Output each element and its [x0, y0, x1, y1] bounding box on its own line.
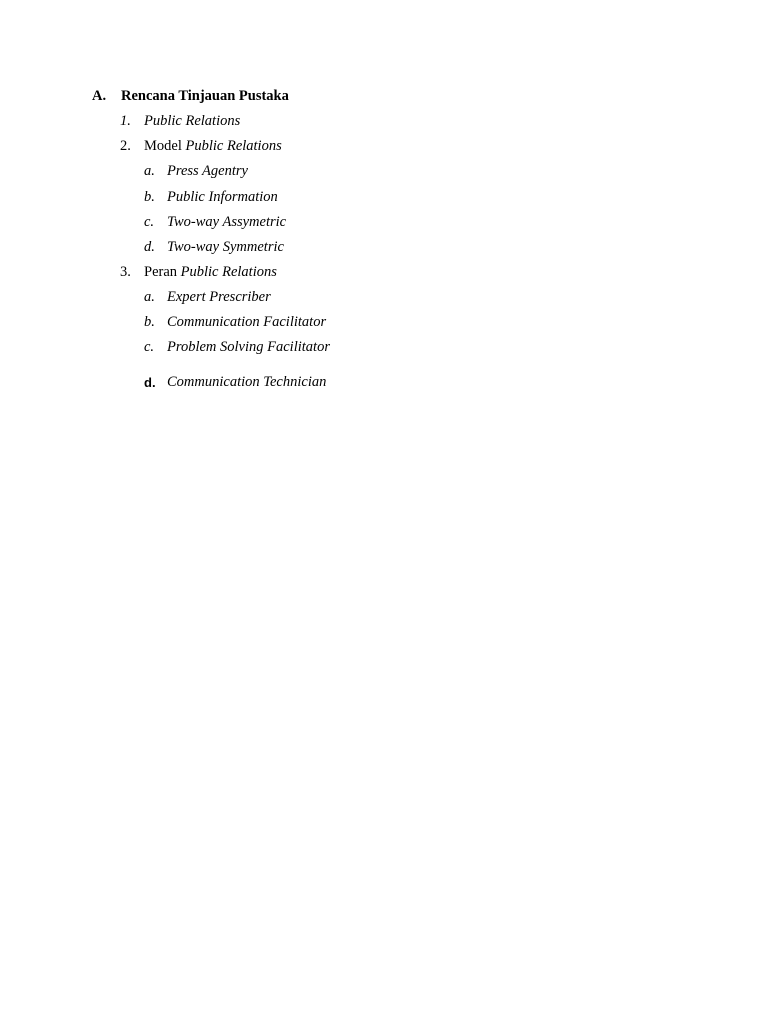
list-item-2 [144, 137, 282, 155]
list-item-1-text: Public Relations [144, 113, 241, 129]
list-item-1 [144, 112, 240, 130]
list-item-1-marker: 1. [120, 113, 131, 129]
list-item-3b-marker: b. [144, 314, 155, 330]
list-item-3c-marker: c. [144, 339, 155, 355]
list-item-3c-text: Problem Solving Facilitator [167, 339, 330, 355]
list-item-3 [144, 263, 277, 281]
list-item-2b-marker: b. [144, 189, 155, 205]
list-item-2b-text: Public Information [167, 189, 278, 205]
list-item-3b-text: Communication Facilitator [167, 314, 327, 330]
list-item-2d-marker: d. [144, 239, 155, 255]
list-item-2a-text: Press Agentry [167, 163, 248, 179]
list-item-3-text: Public Relations [180, 264, 277, 280]
list-item-3-marker: 3. [120, 264, 131, 280]
section-marker: A. [92, 88, 107, 104]
list-item-2c-marker: c. [144, 214, 155, 230]
list-item-2-text: Public Relations [185, 138, 282, 154]
list-item-2d-text: Two-way Symmetric [167, 239, 284, 255]
list-item-3d-text: Communication Technician [167, 374, 327, 390]
list-item-2-prefix: Model [144, 138, 186, 154]
list-item-2a-marker: a. [144, 163, 155, 179]
list-item-3a-marker: a. [144, 289, 155, 305]
section-title: Rencana Tinjauan Pustaka [121, 88, 289, 104]
list-item-2c-text: Two-way Assymetric [167, 214, 287, 230]
list-item-3a-text: Expert Prescriber [167, 289, 271, 305]
list-item-3-prefix: Peran [144, 264, 181, 280]
list-item-2-marker: 2. [120, 138, 131, 154]
list-item-3d-marker: d. [144, 375, 156, 390]
